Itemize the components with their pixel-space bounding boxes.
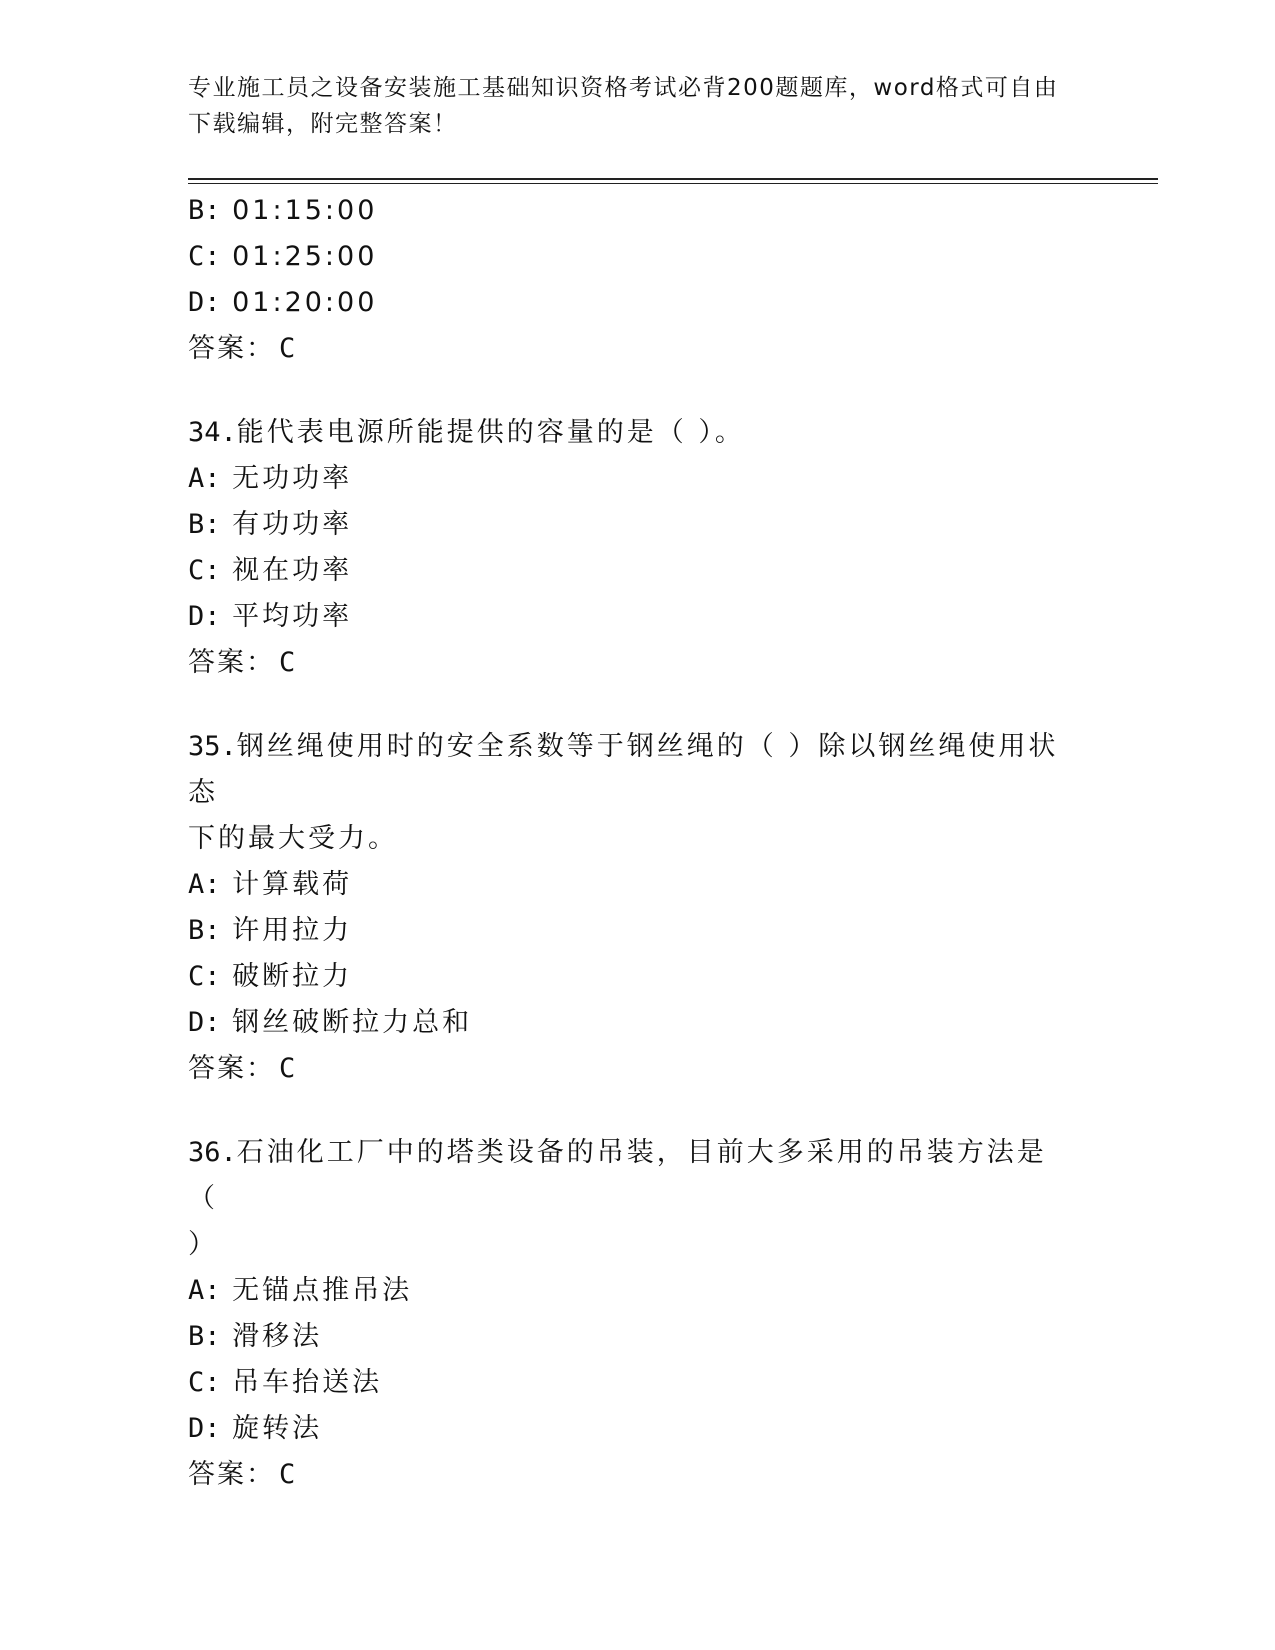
option-label: D: xyxy=(188,1007,221,1038)
answer-value: C xyxy=(279,1459,298,1490)
option-label: D: xyxy=(188,601,221,632)
question-stem-line-1: 石油化工厂中的塔类设备的吊装，目前大多采用的吊装方法是（ xyxy=(188,1137,1047,1214)
header-line-1: 专业施工员之设备安装施工基础知识资格考试必背200题题库，word格式可自由 xyxy=(188,75,1059,101)
answer-label: 答案： xyxy=(188,1459,275,1490)
option-label: B: xyxy=(188,195,221,226)
option-d xyxy=(188,594,1088,640)
answer-line xyxy=(188,326,1088,372)
document-header xyxy=(188,70,1068,142)
option-label: C: xyxy=(188,555,221,586)
question-stem xyxy=(188,1130,1068,1222)
option-label: B: xyxy=(188,915,221,946)
header-divider-thick xyxy=(188,178,1158,180)
option-label: C: xyxy=(188,1367,221,1398)
option-text: 许用拉力 xyxy=(232,915,353,946)
question-stem-line-2: ） xyxy=(188,1229,218,1260)
question-stem xyxy=(188,724,1068,816)
option-text: 计算载荷 xyxy=(232,869,353,900)
answer-line xyxy=(188,1046,1088,1092)
option-d xyxy=(188,1406,1088,1452)
answer-value: C xyxy=(279,333,298,364)
answer-label: 答案： xyxy=(188,647,275,678)
option-text: 吊车抬送法 xyxy=(232,1367,383,1398)
option-text: 破断拉力 xyxy=(232,961,353,992)
option-label: C: xyxy=(188,961,221,992)
question-number: 35. xyxy=(188,731,237,762)
option-label: A: xyxy=(188,1275,221,1306)
question-stem-line-2: 下的最大受力。 xyxy=(188,823,398,854)
answer-value: C xyxy=(279,1053,298,1084)
answer-value: C xyxy=(279,647,298,678)
question-stem xyxy=(188,410,1068,456)
option-label: B: xyxy=(188,1321,221,1352)
question-34 xyxy=(188,410,1088,686)
option-text: 有功功率 xyxy=(232,509,353,540)
header-divider-thin xyxy=(188,183,1158,184)
partial-question xyxy=(188,188,1088,372)
answer-label: 答案： xyxy=(188,333,275,364)
option-label: B: xyxy=(188,509,221,540)
question-number: 34. xyxy=(188,417,237,448)
option-c xyxy=(188,954,1088,1000)
option-text: 钢丝破断拉力总和 xyxy=(232,1007,473,1038)
option-text: 无锚点推吊法 xyxy=(232,1275,413,1306)
option-b xyxy=(188,188,1088,234)
question-35 xyxy=(188,724,1088,1092)
option-text: 01:15:00 xyxy=(232,195,378,226)
option-text: 滑移法 xyxy=(232,1321,323,1352)
option-c xyxy=(188,234,1088,280)
option-text: 01:25:00 xyxy=(232,241,378,272)
option-text: 旋转法 xyxy=(232,1413,323,1444)
option-a xyxy=(188,1268,1088,1314)
option-label: A: xyxy=(188,869,221,900)
header-line-2: 下载编辑，附完整答案！ xyxy=(188,111,458,137)
question-list xyxy=(188,188,1088,1498)
option-text: 视在功率 xyxy=(232,555,353,586)
option-label: A: xyxy=(188,463,221,494)
question-36 xyxy=(188,1130,1088,1498)
question-number: 36. xyxy=(188,1137,237,1168)
option-label: D: xyxy=(188,287,221,318)
option-text: 01:20:00 xyxy=(232,287,378,318)
option-label: D: xyxy=(188,1413,221,1444)
answer-line xyxy=(188,1452,1088,1498)
option-d xyxy=(188,280,1088,326)
question-stem-line-1: 能代表电源所能提供的容量的是（ ）。 xyxy=(236,417,745,448)
option-c xyxy=(188,1360,1088,1406)
option-d xyxy=(188,1000,1088,1046)
question-stem-line-1: 钢丝绳使用时的安全系数等于钢丝绳的（ ）除以钢丝绳使用状态 xyxy=(188,731,1059,808)
option-a xyxy=(188,456,1088,502)
option-a xyxy=(188,862,1088,908)
option-text: 无功功率 xyxy=(232,463,353,494)
answer-label: 答案： xyxy=(188,1053,275,1084)
option-c xyxy=(188,548,1088,594)
option-b xyxy=(188,502,1088,548)
option-b xyxy=(188,1314,1088,1360)
option-label: C: xyxy=(188,241,221,272)
option-b xyxy=(188,908,1088,954)
option-text: 平均功率 xyxy=(232,601,353,632)
answer-line xyxy=(188,640,1088,686)
